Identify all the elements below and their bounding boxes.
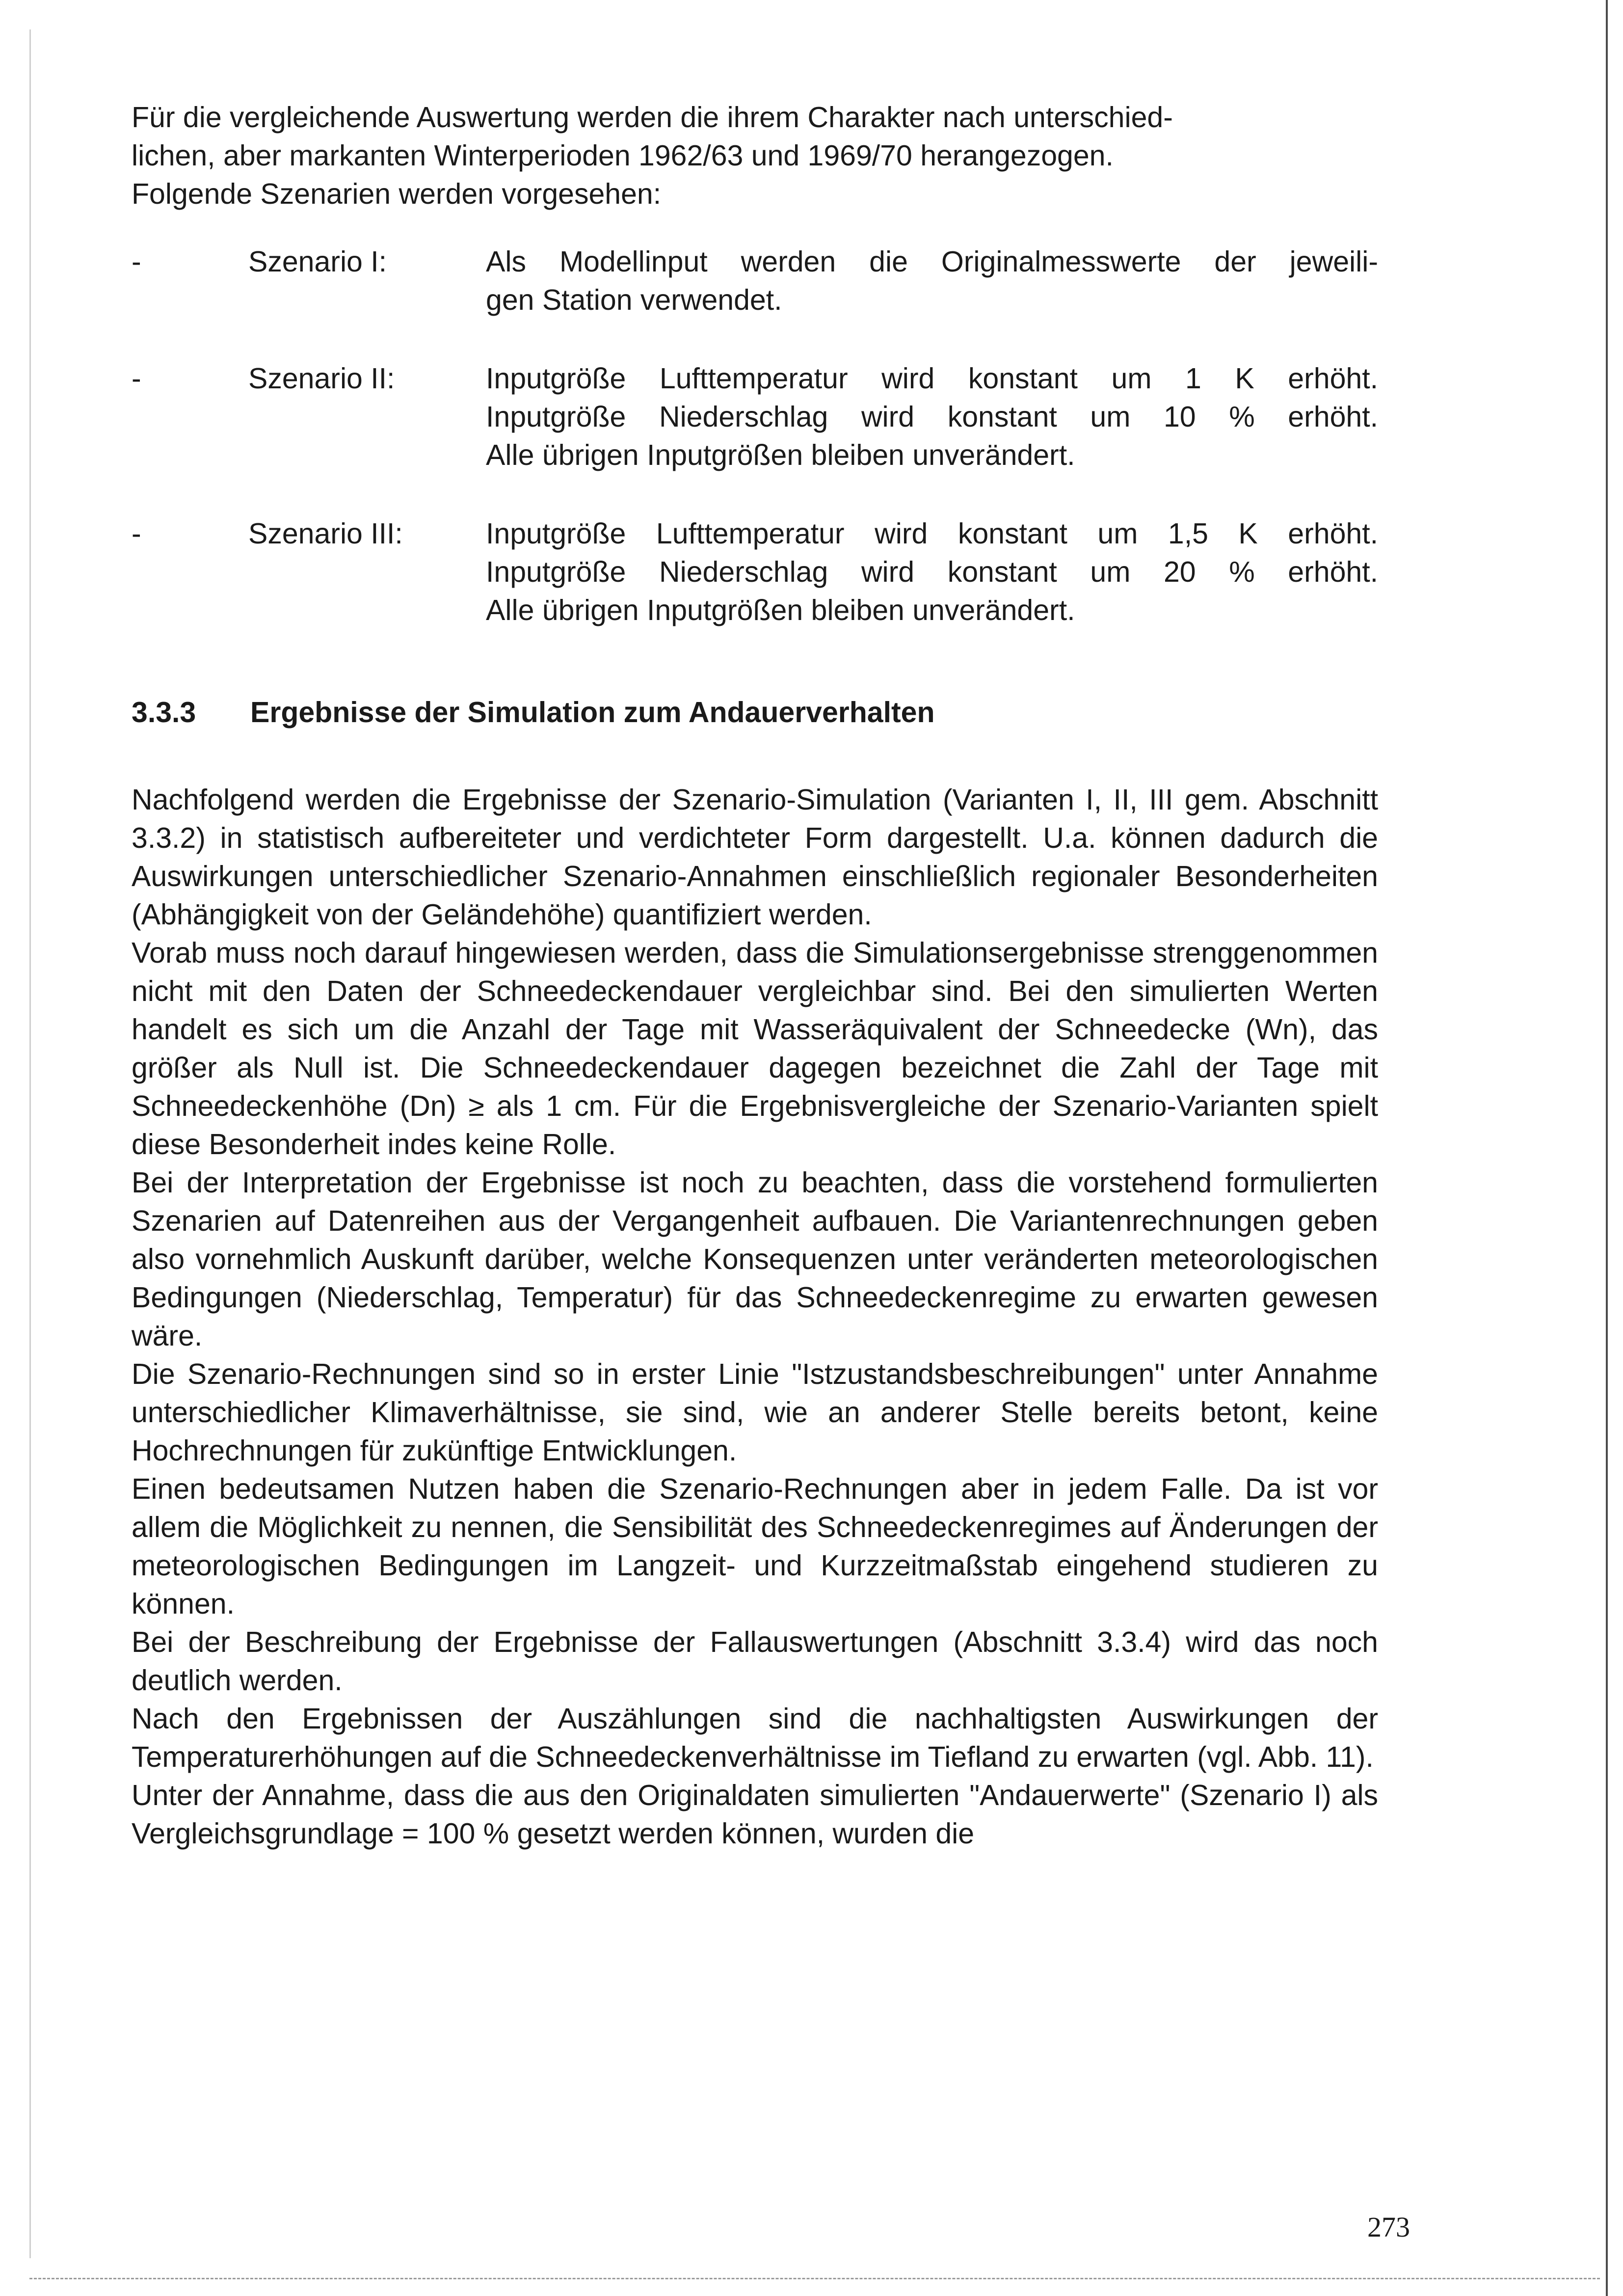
list-dash: - <box>132 517 141 550</box>
section-number: 3.3.3 <box>132 696 196 729</box>
scenario-label: Szenario II: <box>248 362 395 395</box>
body-paragraph: Einen bedeutsamen Nutzen haben die Szenario-Rechnungen aber in jedem Falle. Da ist vor allem die Möglichkeit zu nennen, die Sensibilität des Schneedeckenregimes auf Änderungen der meteorologischen Bedingungen im Langzeit- und Kurzzeitmaßstab eingehend studieren zu können. <box>132 1473 1378 1620</box>
scenario-line: Als Modellinput werden die Originalmesswerte der jeweili- <box>486 245 1378 278</box>
scenario-3 <box>132 514 1378 629</box>
body-paragraph: Unter der Annahme, dass die aus den Originaldaten simulierten "Andauerwerte" (Szenario I) als Vergleichsgrundlage = 100 % gesetzt werden können, wurden die <box>132 1779 1378 1850</box>
scenario-description <box>486 243 1378 319</box>
intro-paragraph <box>132 98 1378 213</box>
scenario-line: Inputgröße Lufttemperatur wird konstant um 1 K erhöht. <box>486 362 1378 395</box>
intro-line: lichen, aber markanten Winterperioden 1962/63 und 1969/70 herangezogen. <box>132 139 1114 172</box>
scenario-2 <box>132 359 1378 474</box>
scenario-label: Szenario I: <box>248 245 387 278</box>
page-content <box>132 98 1378 1853</box>
scan-margin-line-left <box>29 29 31 2258</box>
scenario-description <box>486 359 1378 474</box>
scenario-line: Inputgröße Lufttemperatur wird konstant um 1,5 K erhöht. <box>486 517 1378 550</box>
body-paragraph: Nach den Ergebnissen der Auszählungen sind die nachhaltigsten Auswirkungen der Temperaturerhöhungen auf die Schneedeckenverhältnisse im Tiefland zu erwarten (vgl. Abb. 11). <box>132 1702 1378 1773</box>
scan-margin-line-right <box>1606 0 1608 2296</box>
body-paragraph: Bei der Interpretation der Ergebnisse ist noch zu beachten, dass die vorstehend formulierten Szenarien auf Datenreihen aus der Vergangenheit aufbauen. Die Variantenrechnungen geben also vornehmlich Auskunft darüber, welche Konsequenzen unter veränderten meteorologischen Bedingungen (Niederschlag, Temperatur) für das Schneedeckenregime zu erwarten gewesen wäre. <box>132 1166 1378 1352</box>
scenario-line: gen Station verwendet. <box>486 284 782 316</box>
list-dash: - <box>132 362 141 395</box>
body-paragraph: Bei der Beschreibung der Ergebnisse der Fallauswertungen (Abschnitt 3.3.4) wird das noch deutlich werden. <box>132 1626 1378 1697</box>
scan-margin-line-bottom <box>29 2278 1600 2279</box>
intro-line: Folgende Szenarien werden vorgesehen: <box>132 178 662 210</box>
page-number: 273 <box>1367 2211 1410 2243</box>
scenario-line: Alle übrigen Inputgrößen bleiben unverändert. <box>486 439 1075 471</box>
body-paragraph: Die Szenario-Rechnungen sind so in erster Linie "Istzustandsbeschreibungen" unter Annahme unterschiedlicher Klimaverhältnisse, sie sind, wie an anderer Stelle bereits betont, keine Hochrechnungen für zukünftige Entwicklungen. <box>132 1358 1378 1467</box>
section-title: Ergebnisse der Simulation zum Andauerverhalten <box>250 696 935 729</box>
scenario-line: Inputgröße Niederschlag wird konstant um 10 % erhöht. <box>486 401 1378 433</box>
scenario-line: Inputgröße Niederschlag wird konstant um 20 % erhöht. <box>486 556 1378 588</box>
scenario-1 <box>132 243 1378 319</box>
scenario-label: Szenario III: <box>248 517 403 550</box>
scenario-line: Alle übrigen Inputgrößen bleiben unverändert. <box>486 594 1075 626</box>
scenario-description <box>486 514 1378 629</box>
body-paragraph: Vorab muss noch darauf hingewiesen werden, dass die Simulationsergebnisse strenggenommen nicht mit den Daten der Schneedeckendauer vergleichbar sind. Bei den simulierten Werten handelt es sich um die Anzahl der Tage mit Wasseräquivalent der Schneedecke (Wn), das größer als Null ist. Die Schneedeckendauer dagegen bezeichnet die Zahl der Tage mit Schneedeckenhöhe (Dn) ≥ als 1 cm. Für die Ergebnisvergleiche der Szenario-Varianten spielt diese Besonderheit indes keine Rolle. <box>132 937 1378 1161</box>
body-paragraph: Nachfolgend werden die Ergebnisse der Szenario-Simulation (Varianten I, II, III gem. Abschnitt 3.3.2) in statistisch aufbereiteter und verdichteter Form dargestellt. U.a. können dadurch die Auswirkungen unterschiedlicher Szenario-Annahmen einschließlich regionaler Besonderheiten (Abhängigkeit von der Geländehöhe) quantifiziert werden. <box>132 783 1378 931</box>
body-text <box>132 781 1378 1853</box>
list-dash: - <box>132 245 141 278</box>
intro-line: Für die vergleichende Auswertung werden die ihrem Charakter nach unterschied- <box>132 101 1173 134</box>
section-heading <box>132 693 1378 731</box>
